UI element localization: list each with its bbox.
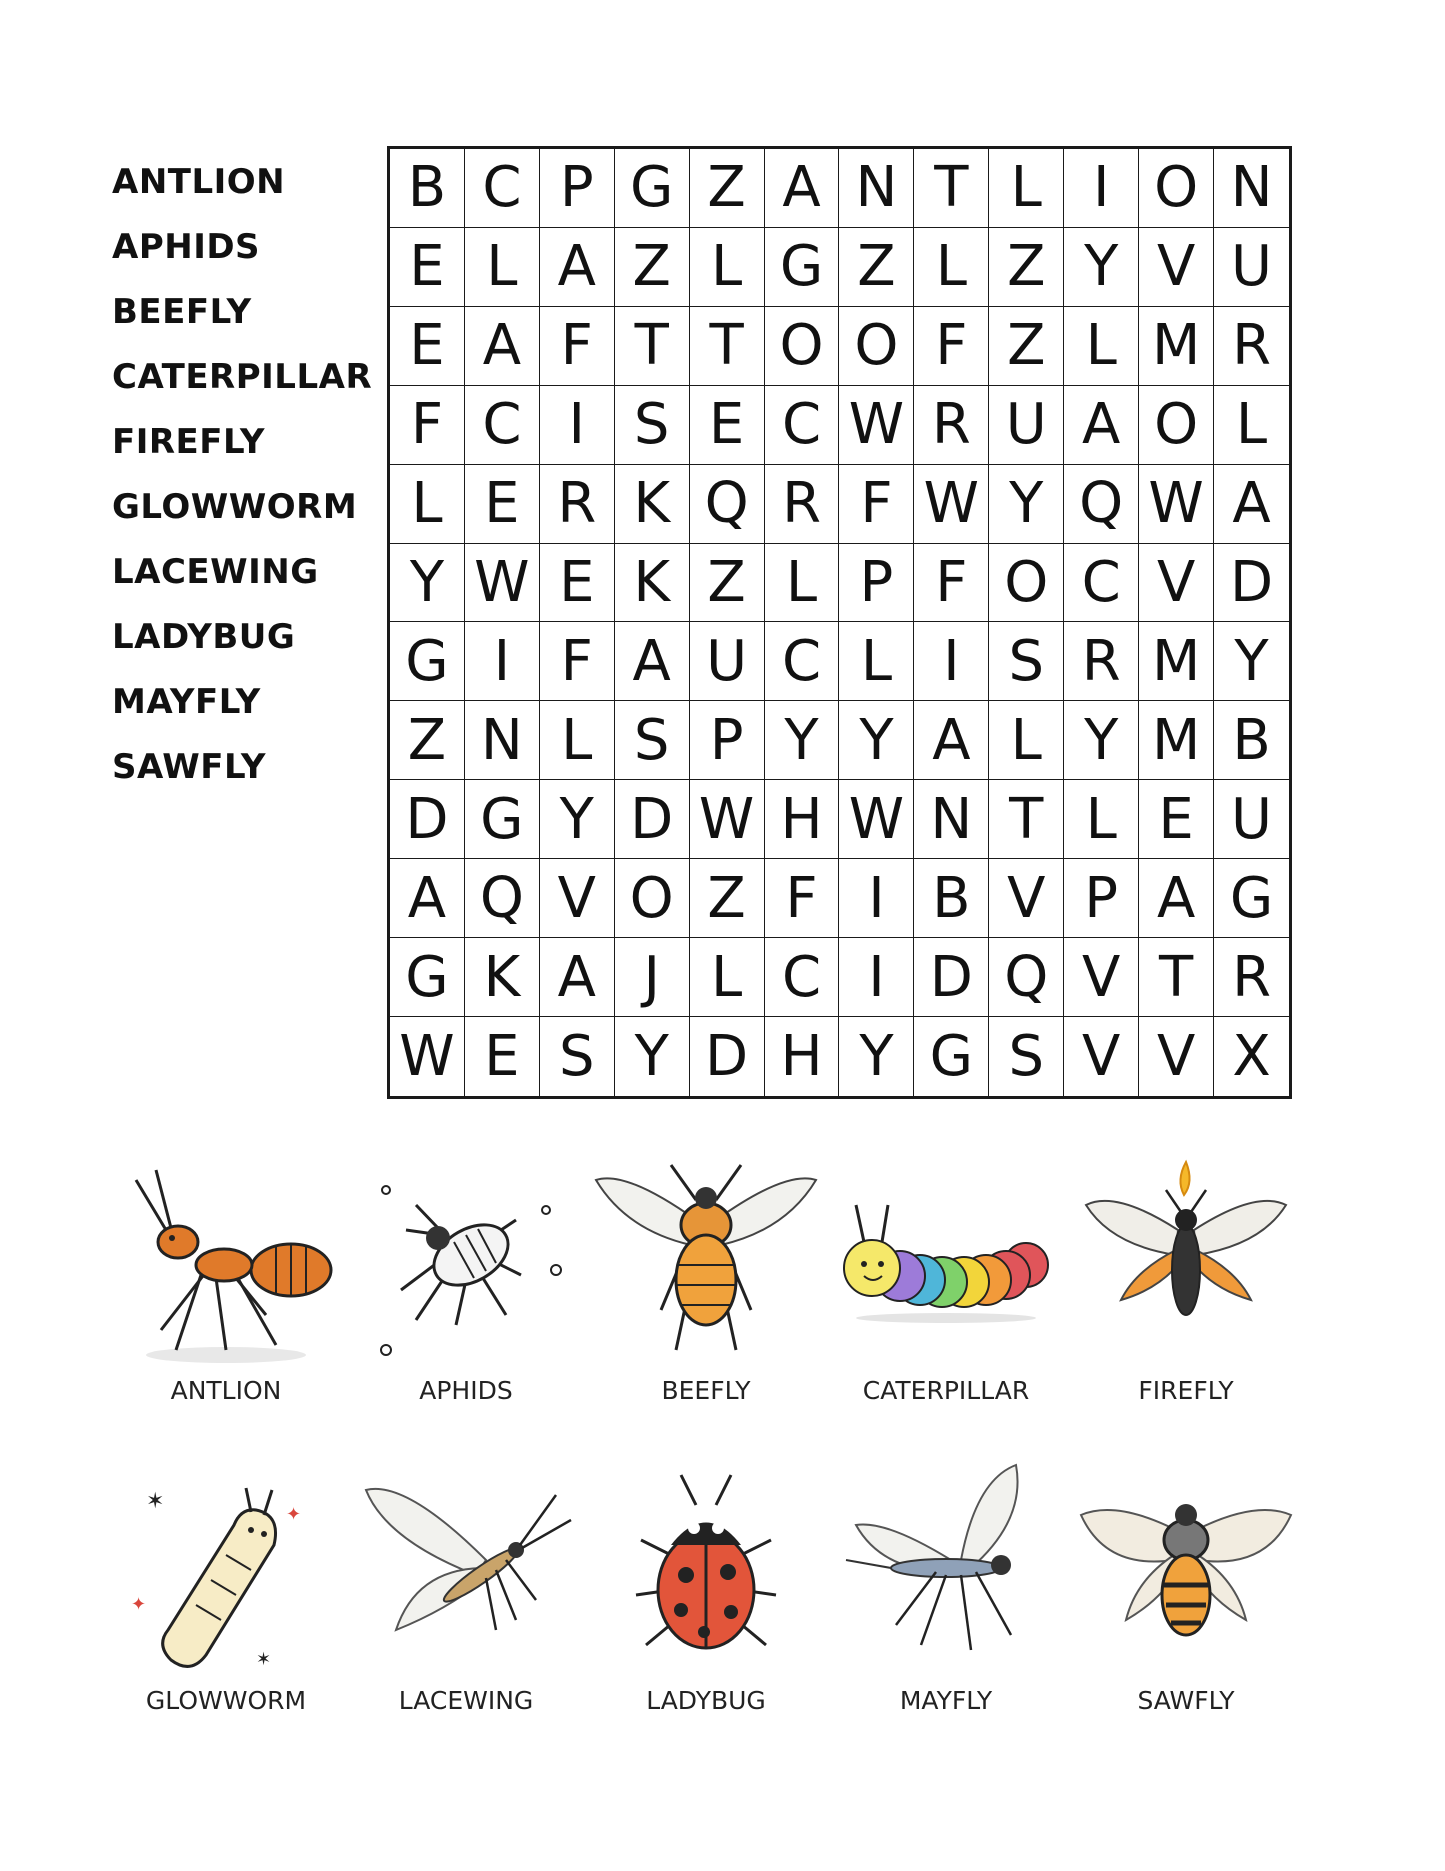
grid-cell[interactable]: A xyxy=(615,622,690,701)
grid-cell[interactable]: P xyxy=(540,149,615,228)
grid-cell[interactable]: R xyxy=(540,465,615,544)
word-list-item: LADYBUG xyxy=(112,617,296,657)
grid-cell[interactable]: D xyxy=(1214,544,1289,623)
grid-cell[interactable]: F xyxy=(390,386,465,465)
grid-cell[interactable]: Z xyxy=(690,859,765,938)
grid-cell[interactable]: R xyxy=(1214,307,1289,386)
grid-cell[interactable]: E xyxy=(690,386,765,465)
grid-cell[interactable]: L xyxy=(839,622,914,701)
picture-caption: LADYBUG xyxy=(646,1686,766,1715)
grid-cell[interactable]: T xyxy=(914,149,989,228)
grid-cell[interactable]: C xyxy=(765,938,840,1017)
grid-cell[interactable]: T xyxy=(989,780,1064,859)
grid-cell[interactable]: E xyxy=(540,544,615,623)
picture-card-lacewing xyxy=(346,1460,586,1730)
grid-cell[interactable]: Z xyxy=(839,228,914,307)
grid-cell[interactable]: A xyxy=(765,149,840,228)
grid-cell[interactable]: U xyxy=(690,622,765,701)
grid-cell[interactable]: U xyxy=(1214,228,1289,307)
grid-cell[interactable]: H xyxy=(765,780,840,859)
caterpillar-illustration-icon xyxy=(826,1150,1066,1380)
grid-cell[interactable]: N xyxy=(839,149,914,228)
picture-caption: GLOWWORM xyxy=(145,1686,307,1715)
grid-cell[interactable]: A xyxy=(540,938,615,1017)
grid-cell[interactable]: Z xyxy=(390,701,465,780)
grid-cell[interactable]: L xyxy=(989,149,1064,228)
grid-cell[interactable]: Z xyxy=(690,149,765,228)
grid-cell[interactable]: L xyxy=(540,701,615,780)
picture-caption: APHIDS xyxy=(419,1376,513,1405)
grid-cell[interactable]: S xyxy=(540,1017,615,1096)
grid-cell[interactable]: P xyxy=(839,544,914,623)
grid-cell[interactable]: U xyxy=(989,386,1064,465)
picture-card-aphids xyxy=(346,1150,586,1420)
beefly-illustration-icon xyxy=(586,1150,826,1380)
grid-cell[interactable]: Q xyxy=(465,859,540,938)
grid-cell[interactable]: W xyxy=(465,544,540,623)
grid-cell[interactable]: Z xyxy=(989,228,1064,307)
grid-cell[interactable]: P xyxy=(690,701,765,780)
grid-cell[interactable]: L xyxy=(390,465,465,544)
grid-cell[interactable]: V xyxy=(540,859,615,938)
grid-cell[interactable]: C xyxy=(765,386,840,465)
grid-cell[interactable]: L xyxy=(690,938,765,1017)
grid-cell[interactable]: Z xyxy=(690,544,765,623)
grid-cell[interactable]: N xyxy=(914,780,989,859)
mayfly-illustration-icon xyxy=(826,1460,1066,1690)
picture-card-sawfly xyxy=(1066,1460,1306,1730)
grid-cell[interactable]: G xyxy=(390,938,465,1017)
grid-cell[interactable]: Y xyxy=(1064,701,1139,780)
grid-cell[interactable]: O xyxy=(1139,149,1214,228)
picture-card-firefly xyxy=(1066,1150,1306,1420)
grid-cell[interactable]: W xyxy=(1139,465,1214,544)
grid-cell[interactable]: C xyxy=(465,386,540,465)
grid-cell[interactable]: C xyxy=(1064,544,1139,623)
grid-cell[interactable]: L xyxy=(1064,307,1139,386)
glowworm-illustration-icon xyxy=(106,1460,346,1690)
grid-cell[interactable]: D xyxy=(914,938,989,1017)
grid-cell[interactable]: S xyxy=(989,1017,1064,1096)
grid-cell[interactable]: Z xyxy=(615,228,690,307)
grid-cell[interactable]: C xyxy=(765,622,840,701)
grid-cell[interactable]: P xyxy=(1064,859,1139,938)
grid-cell[interactable]: T xyxy=(615,307,690,386)
grid-cell[interactable]: D xyxy=(390,780,465,859)
grid-cell[interactable]: R xyxy=(1064,622,1139,701)
word-list-item: SAWFLY xyxy=(112,747,266,787)
grid-cell[interactable]: O xyxy=(839,307,914,386)
grid-cell[interactable]: G xyxy=(765,228,840,307)
letter-grid xyxy=(387,146,1292,1099)
picture-card-beefly xyxy=(586,1150,826,1420)
grid-cell[interactable]: W xyxy=(839,386,914,465)
sawfly-illustration-icon xyxy=(1066,1460,1306,1690)
grid-cell[interactable]: A xyxy=(1139,859,1214,938)
grid-cell[interactable]: O xyxy=(615,859,690,938)
ant-illustration-icon xyxy=(106,1150,346,1380)
grid-cell[interactable]: A xyxy=(540,228,615,307)
picture-caption: LACEWING xyxy=(398,1686,534,1715)
grid-cell[interactable]: G xyxy=(465,780,540,859)
grid-cell[interactable]: W xyxy=(390,1017,465,1096)
grid-cell[interactable]: I xyxy=(839,859,914,938)
word-list-item: GLOWWORM xyxy=(112,487,358,527)
picture-caption: ANTLION xyxy=(170,1376,282,1405)
word-list-item: APHIDS xyxy=(112,227,261,267)
word-list-item: BEEFLY xyxy=(112,292,252,332)
grid-cell[interactable]: E xyxy=(465,1017,540,1096)
aphid-illustration-icon xyxy=(346,1150,586,1380)
grid-cell[interactable]: W xyxy=(914,465,989,544)
grid-cell[interactable]: G xyxy=(390,622,465,701)
grid-cell[interactable]: W xyxy=(690,780,765,859)
grid-cell[interactable]: E xyxy=(390,307,465,386)
grid-cell[interactable]: V xyxy=(989,859,1064,938)
svg-text:✦: ✦ xyxy=(131,1594,147,1615)
grid-cell[interactable]: F xyxy=(839,465,914,544)
grid-cell[interactable]: S xyxy=(989,622,1064,701)
grid-cell[interactable]: Y xyxy=(390,544,465,623)
grid-cell[interactable]: Q xyxy=(1064,465,1139,544)
grid-cell[interactable]: O xyxy=(989,544,1064,623)
word-list-item: LACEWING xyxy=(112,552,319,592)
grid-cell[interactable]: Y xyxy=(839,701,914,780)
grid-cell[interactable]: L xyxy=(989,701,1064,780)
grid-cell[interactable]: K xyxy=(615,465,690,544)
grid-cell[interactable]: O xyxy=(1139,386,1214,465)
svg-text:✶: ✶ xyxy=(256,1649,272,1670)
picture-card-antlion xyxy=(106,1150,346,1420)
grid-cell[interactable]: G xyxy=(914,1017,989,1096)
grid-cell[interactable]: D xyxy=(615,780,690,859)
picture-caption: FIREFLY xyxy=(1138,1376,1234,1405)
grid-cell[interactable]: D xyxy=(690,1017,765,1096)
picture-card-glowworm xyxy=(106,1460,346,1730)
grid-cell[interactable]: L xyxy=(465,228,540,307)
grid-cell[interactable]: E xyxy=(465,465,540,544)
word-list-item: FIREFLY xyxy=(112,422,265,462)
ladybug-illustration-icon xyxy=(586,1460,826,1690)
picture-card-mayfly xyxy=(826,1460,1066,1730)
grid-cell[interactable]: R xyxy=(1214,938,1289,1017)
grid-cell[interactable]: J xyxy=(615,938,690,1017)
grid-cell[interactable]: H xyxy=(765,1017,840,1096)
picture-caption: BEEFLY xyxy=(661,1376,751,1405)
grid-cell[interactable]: K xyxy=(615,544,690,623)
grid-cell[interactable]: X xyxy=(1232,1024,1271,1090)
grid-cell[interactable]: R xyxy=(765,465,840,544)
grid-cell[interactable]: Y xyxy=(1214,622,1289,701)
grid-cell[interactable]: L xyxy=(765,544,840,623)
grid-cell[interactable]: L xyxy=(690,228,765,307)
word-list xyxy=(112,150,372,800)
grid-cell[interactable]: A xyxy=(914,701,989,780)
grid-cell[interactable]: F xyxy=(540,307,615,386)
grid-cell[interactable]: S xyxy=(615,386,690,465)
grid-cell[interactable]: N xyxy=(1214,149,1289,228)
picture-caption: MAYFLY xyxy=(899,1686,993,1715)
word-list-item: ANTLION xyxy=(112,162,286,202)
grid-cell[interactable]: F xyxy=(765,859,840,938)
grid-cell[interactable]: L xyxy=(1064,780,1139,859)
firefly-illustration-icon xyxy=(1066,1150,1306,1380)
grid-cell[interactable]: I xyxy=(540,386,615,465)
grid-cell[interactable]: I xyxy=(465,622,540,701)
grid-cell[interactable]: E xyxy=(1139,780,1214,859)
grid-cell[interactable]: Y xyxy=(839,1017,914,1096)
grid-cell[interactable]: L xyxy=(1214,386,1289,465)
grid-cell[interactable]: F xyxy=(914,544,989,623)
grid-cell[interactable]: S xyxy=(615,701,690,780)
grid-cell[interactable]: W xyxy=(839,780,914,859)
grid-cell[interactable]: I xyxy=(839,938,914,1017)
grid-cell[interactable]: Z xyxy=(989,307,1064,386)
grid-cell[interactable]: A xyxy=(1064,386,1139,465)
grid-cell[interactable]: Q xyxy=(989,938,1064,1017)
grid-cell[interactable]: G xyxy=(1214,859,1289,938)
grid-cell[interactable]: T xyxy=(1139,938,1214,1017)
picture-card-ladybug xyxy=(586,1460,826,1730)
grid-cell[interactable]: A xyxy=(390,859,465,938)
grid-cell[interactable]: C xyxy=(465,149,540,228)
grid-cell[interactable]: O xyxy=(765,307,840,386)
grid-cell[interactable]: V xyxy=(1139,228,1214,307)
grid-cell[interactable]: V xyxy=(1064,1017,1139,1096)
word-list-item: MAYFLY xyxy=(112,682,261,722)
grid-cell[interactable]: F xyxy=(540,622,615,701)
grid-cell[interactable]: B xyxy=(914,859,989,938)
lacewing-illustration-icon xyxy=(346,1460,586,1690)
grid-cell[interactable]: A xyxy=(465,307,540,386)
grid-cell[interactable]: G xyxy=(615,149,690,228)
grid-cell[interactable]: K xyxy=(465,938,540,1017)
grid-cell[interactable]: N xyxy=(465,701,540,780)
grid-cell[interactable]: R xyxy=(914,386,989,465)
grid-cell[interactable]: V xyxy=(1139,544,1214,623)
grid-cell[interactable]: M xyxy=(1139,622,1214,701)
picture-card-caterpillar xyxy=(826,1150,1066,1420)
svg-text:✦: ✦ xyxy=(286,1504,302,1525)
grid-cell[interactable]: Y xyxy=(540,780,615,859)
grid-cell[interactable]: F xyxy=(914,307,989,386)
grid-cell[interactable]: U xyxy=(1214,780,1289,859)
grid-cell[interactable]: I xyxy=(914,622,989,701)
picture-caption: SAWFLY xyxy=(1137,1686,1235,1715)
grid-cell[interactable]: I xyxy=(1064,149,1139,228)
grid-cell[interactable]: M xyxy=(1139,307,1214,386)
grid-cell[interactable]: Y xyxy=(615,1017,690,1096)
grid-cell[interactable]: Y xyxy=(765,701,840,780)
grid-cell[interactable]: V xyxy=(1139,1017,1214,1096)
grid-cell[interactable]: V xyxy=(1064,938,1139,1017)
grid-cell[interactable]: L xyxy=(914,228,989,307)
grid-cell[interactable]: T xyxy=(690,307,765,386)
grid-cell[interactable]: B xyxy=(390,149,465,228)
grid-cell[interactable]: E xyxy=(390,228,465,307)
grid-cell[interactable]: B xyxy=(1214,701,1289,780)
grid-cell[interactable]: Q xyxy=(690,465,765,544)
word-list-item: CATERPILLAR xyxy=(112,357,373,397)
grid-cell[interactable]: Y xyxy=(989,465,1064,544)
grid-cell[interactable]: Y xyxy=(1064,228,1139,307)
grid-cell[interactable]: A xyxy=(1214,465,1289,544)
picture-caption: CATERPILLAR xyxy=(862,1376,1030,1405)
grid-cell[interactable]: M xyxy=(1139,701,1214,780)
svg-text:✶: ✶ xyxy=(146,1489,165,1514)
